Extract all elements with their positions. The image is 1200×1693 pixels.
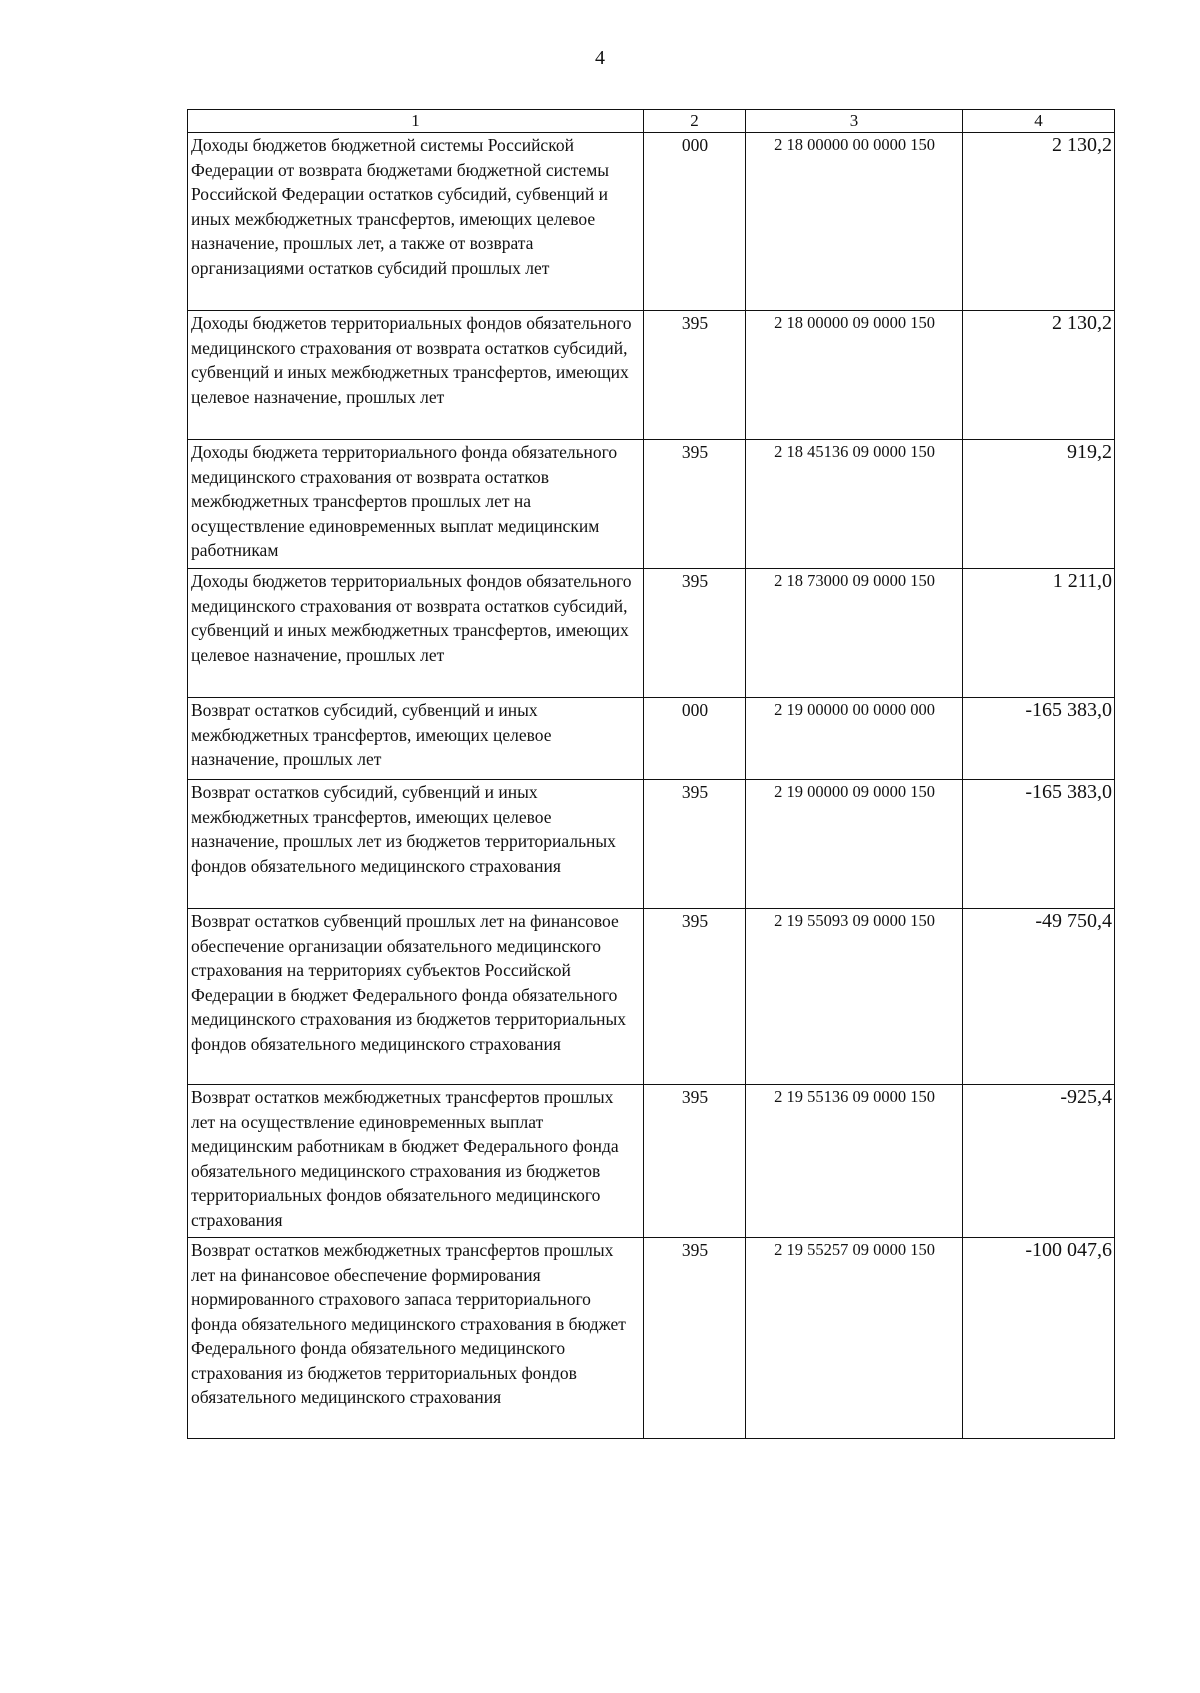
table-row: [188, 698, 1115, 780]
row-admin-code: 000: [644, 698, 746, 780]
row-budget-code: 2 18 73000 09 0000 150: [746, 569, 963, 698]
header-row: [188, 110, 1115, 133]
row-admin-code: 000: [644, 133, 746, 311]
row-budget-code: 2 19 55257 09 0000 150: [746, 1238, 963, 1439]
row-admin-code: 395: [644, 440, 746, 569]
row-name: Возврат остатков субвенций прошлых лет на финансовое обеспечение организации обязательного медицинского страхования на территориях субъектов Российской Федерации в бюджет Федерального фонда обязательного медицинского страхования из бюджетов территориальных фондов обязательного медицинского страхования: [188, 909, 644, 1085]
row-amount: -49 750,4: [963, 909, 1115, 1085]
row-admin-code: 395: [644, 1238, 746, 1439]
row-admin-code: 395: [644, 1085, 746, 1238]
row-admin-code: 395: [644, 780, 746, 909]
row-amount: -165 383,0: [963, 698, 1115, 780]
column-header-2: 2: [644, 110, 746, 133]
row-amount: 2 130,2: [963, 311, 1115, 440]
row-admin-code: 395: [644, 569, 746, 698]
row-admin-code: 395: [644, 311, 746, 440]
row-budget-code: 2 18 00000 00 0000 150: [746, 133, 963, 311]
table-row: [188, 133, 1115, 311]
row-name: Доходы бюджетов территориальных фондов обязательного медицинского страхования от возврата остатков субсидий, субвенций и иных межбюджетных трансфертов, имеющих целевое назначение, прошлых лет: [188, 311, 644, 440]
table-row: [188, 1238, 1115, 1439]
page-number: 4: [595, 47, 605, 69]
column-header-3: 3: [746, 110, 963, 133]
column-header-4: 4: [963, 110, 1115, 133]
table-row: [188, 569, 1115, 698]
row-amount: 1 211,0: [963, 569, 1115, 698]
table-row: [188, 780, 1115, 909]
row-name: Возврат остатков межбюджетных трансфертов прошлых лет на финансовое обеспечение формирования нормированного страхового запаса территориального фонда обязательного медицинского страхования в бюджет Федерального фонда обязательного медицинского страхования из бюджетов территориальных фондов обязательного медицинского страхования: [188, 1238, 644, 1439]
row-amount: 919,2: [963, 440, 1115, 569]
row-amount: -100 047,6: [963, 1238, 1115, 1439]
row-budget-code: 2 19 55093 09 0000 150: [746, 909, 963, 1085]
row-name: Возврат остатков межбюджетных трансфертов прошлых лет на осуществление единовременных выплат медицинским работникам в бюджет Федерального фонда обязательного медицинского страхования из бюджетов территориальных фондов обязательного медицинского страхования: [188, 1085, 644, 1238]
table-row: [188, 909, 1115, 1085]
table-row: [188, 311, 1115, 440]
row-amount: -165 383,0: [963, 780, 1115, 909]
table-row: [188, 440, 1115, 569]
row-amount: -925,4: [963, 1085, 1115, 1238]
row-amount: 2 130,2: [963, 133, 1115, 311]
row-name: Возврат остатков субсидий, субвенций и иных межбюджетных трансфертов, имеющих целевое назначение, прошлых лет: [188, 698, 644, 780]
row-name: Доходы бюджета территориального фонда обязательного медицинского страхования от возврата остатков межбюджетных трансфертов прошлых лет на осуществление единовременных выплат медицинским работникам: [188, 440, 644, 569]
table-row: [188, 1085, 1115, 1238]
row-name: Возврат остатков субсидий, субвенций и иных межбюджетных трансфертов, имеющих целевое назначение, прошлых лет из бюджетов территориальных фондов обязательного медицинского страхования: [188, 780, 644, 909]
column-header-1: 1: [188, 110, 644, 133]
row-budget-code: 2 19 00000 09 0000 150: [746, 780, 963, 909]
row-budget-code: 2 19 00000 00 0000 000: [746, 698, 963, 780]
budget-table: [187, 109, 1115, 1439]
row-budget-code: 2 18 00000 09 0000 150: [746, 311, 963, 440]
row-admin-code: 395: [644, 909, 746, 1085]
row-budget-code: 2 19 55136 09 0000 150: [746, 1085, 963, 1238]
row-budget-code: 2 18 45136 09 0000 150: [746, 440, 963, 569]
row-name: Доходы бюджетов бюджетной системы Российской Федерации от возврата бюджетами бюджетной системы Российской Федерации остатков субсидий, субвенций и иных межбюджетных трансфертов, имеющих целевое назначение, прошлых лет, а также от возврата организациями остатков субсидий прошлых лет: [188, 133, 644, 311]
row-name: Доходы бюджетов территориальных фондов обязательного медицинского страхования от возврата остатков субсидий, субвенций и иных межбюджетных трансфертов, имеющих целевое назначение, прошлых лет: [188, 569, 644, 698]
